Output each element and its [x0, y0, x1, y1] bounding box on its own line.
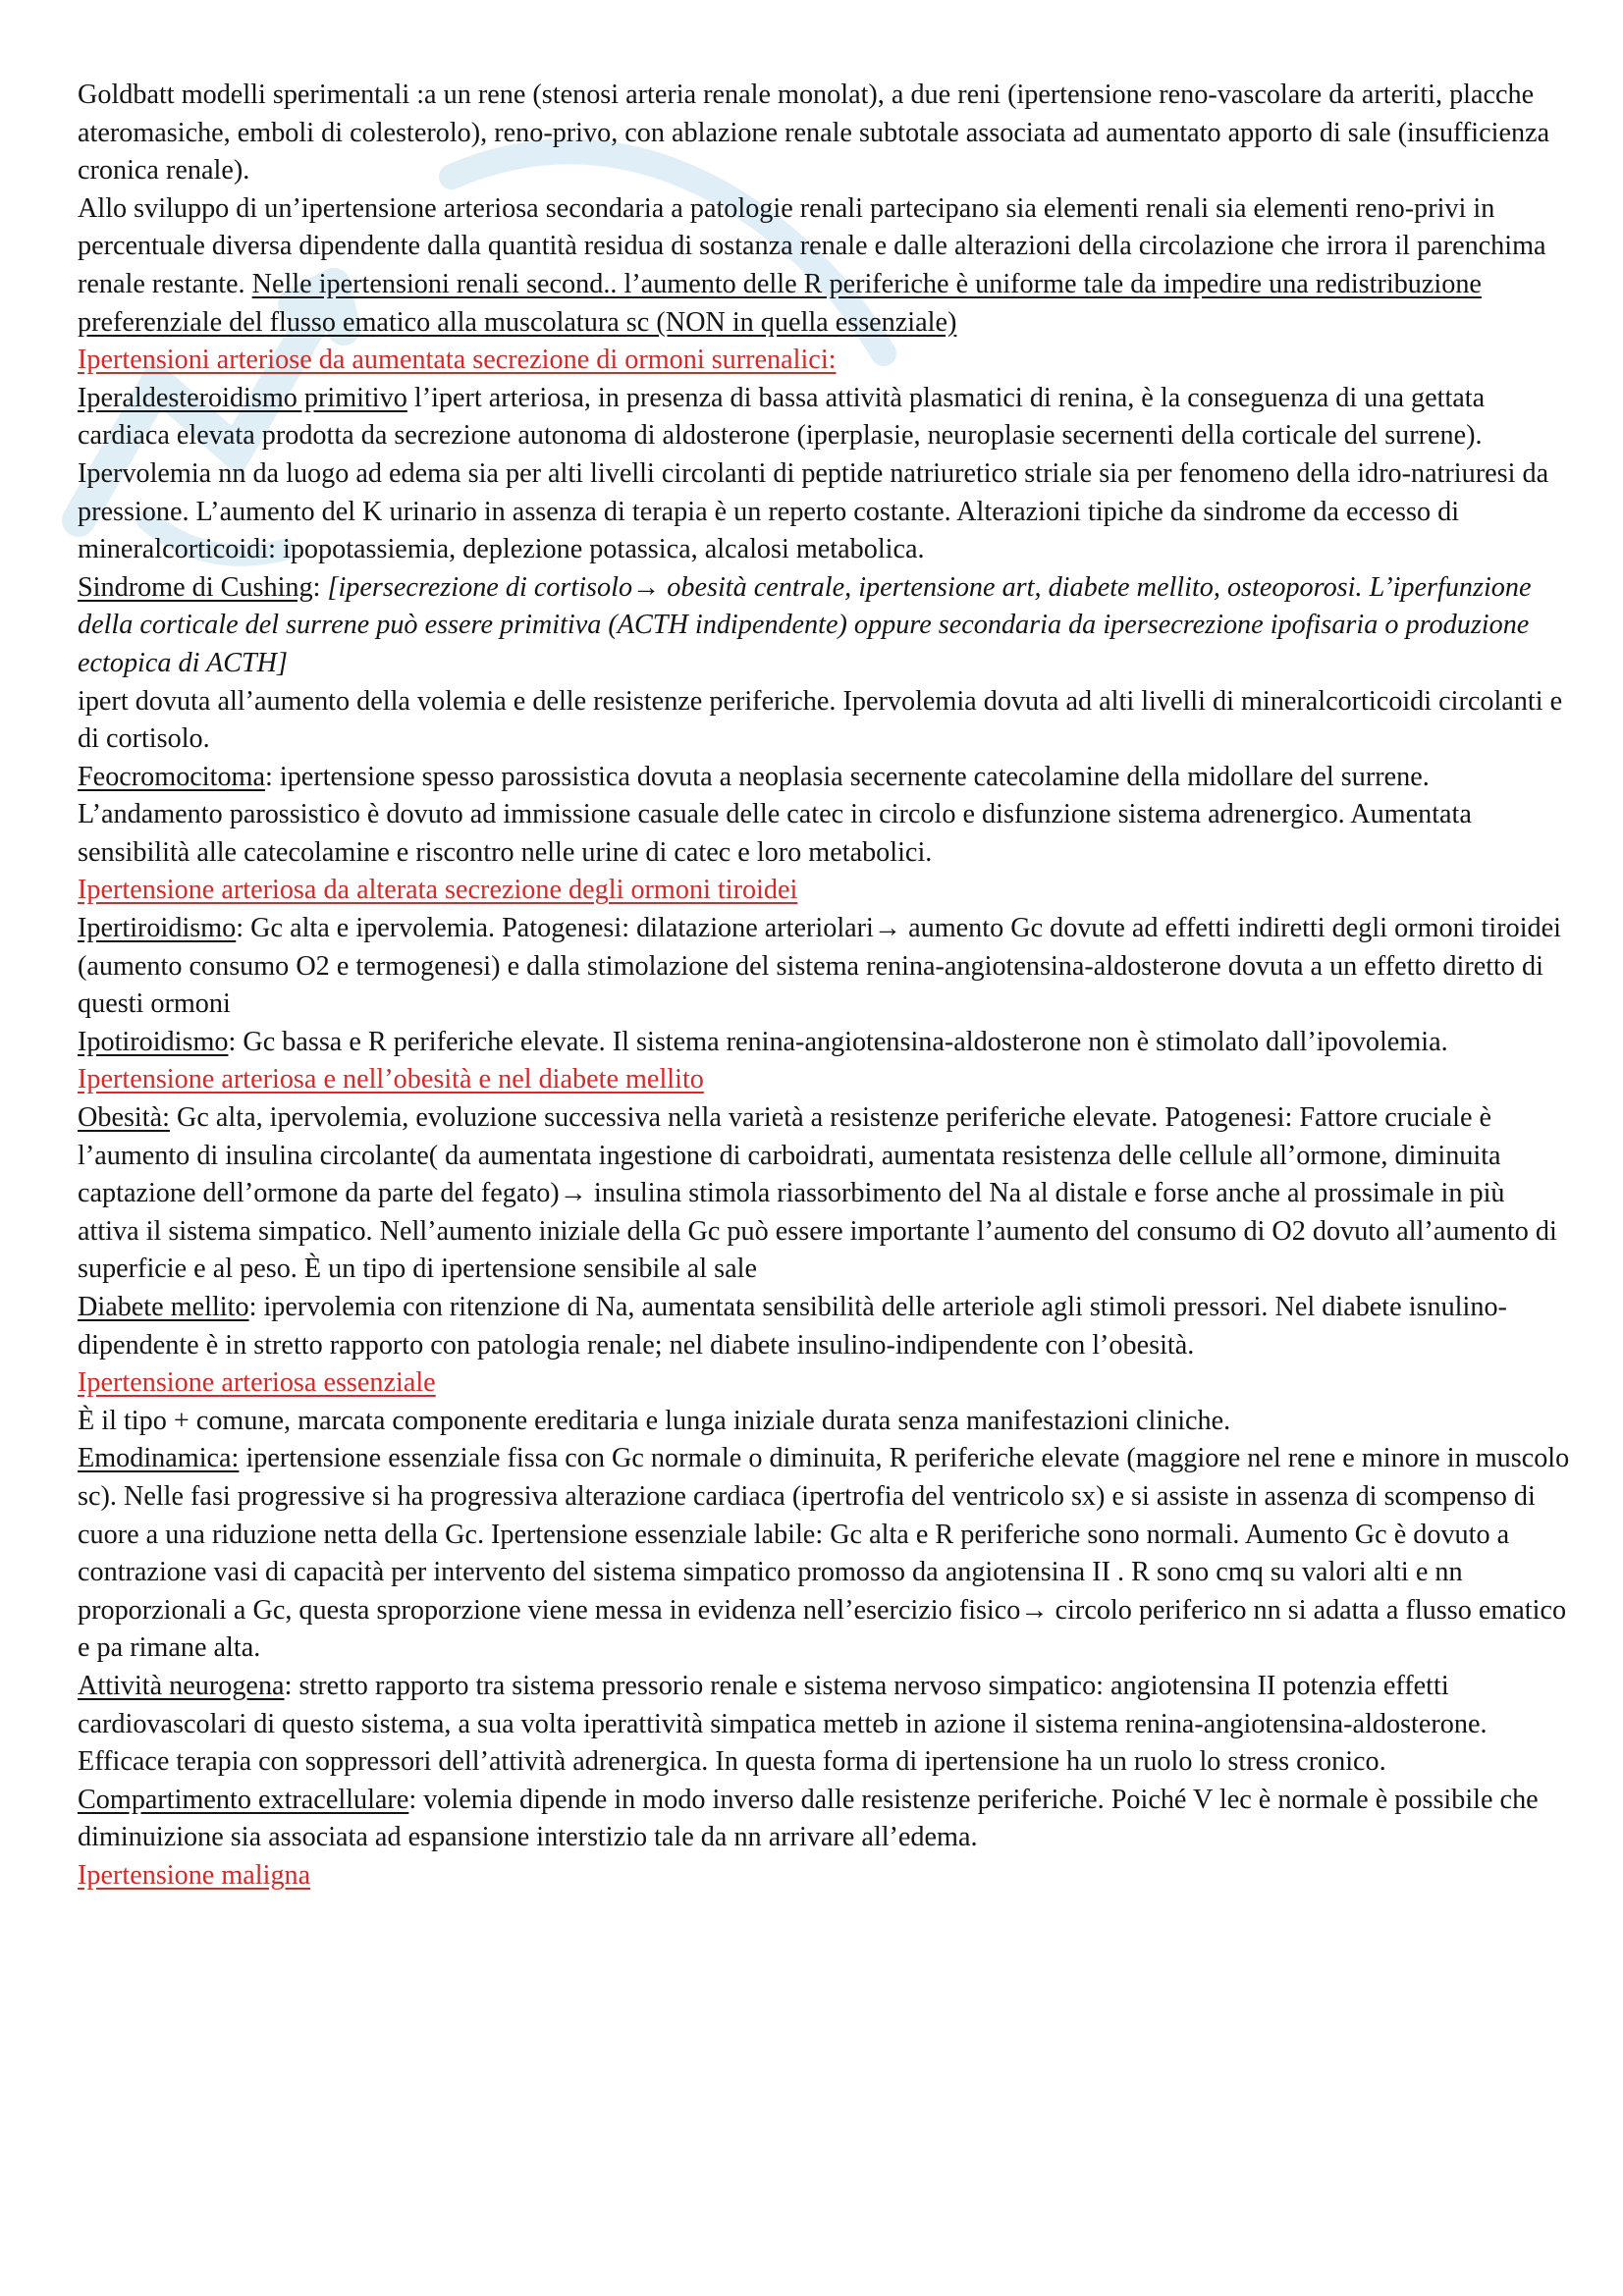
term-emodinamica: Emodinamica:	[78, 1443, 240, 1474]
heading-essenziale: Ipertensione arteriosa essenziale	[78, 1367, 436, 1399]
sviluppo-text: Allo sviluppo di un’ipertensione arteriosa secondaria a patologie renali partecipano sia elementi renali sia elementi reno-privi in percentuale diversa dipendente dalla quantità residua di sostanza renale e dalle alterazioni della circolazione che irrora il parenchima renale restante.	[78, 192, 1546, 299]
term-feocromocitoma: Feocromocitoma	[78, 761, 265, 792]
heading-tiroidei: Ipertensione arteriosa da alterata secrezione degli ormoni tiroidei	[78, 875, 798, 906]
ipertiroidismo-text-b: aumento Gc dovute ad effetti indiretti degli ormoni tiroidei (aumento consumo O2 e termogenesi) e dalla stimolazione del sistema renina-angiotensina-aldosterone dovuta a un effetto diretto di questi ormoni	[78, 913, 1561, 1020]
paragraph-sviluppo	[78, 190, 1570, 342]
term-obesita: Obesità:	[78, 1102, 170, 1134]
emodinamica-text-a: ipertensione essenziale fissa con Gc normale o diminuita, R periferiche elevate (maggiore nel rene e minore in muscolo sc). Nelle fasi progressive si ha progressiva alterazione cardiaca (ipertrofia del ventricolo sx) e si assiste in assenza di scompenso di cuore a una riduzione netta della Gc. Ipertensione essenziale labile: Gc alta e R periferiche sono normali. Aumento Gc è dovuto a contrazione vasi di capacità per intervento del sistema simpatico promosso da angiotensina II . R sono cmq su valori alti e nn proporzionali a Gc, questa sproporzione viene messa in evidenza nell’esercizio fisico	[78, 1443, 1570, 1626]
iperaldosteronismo-text: l’ipert arteriosa, in presenza di bassa attività plasmatici di renina, è la conseguenza di una gettata cardiaca elevata prodotta da secrezione autonoma di aldosterone (iperplasie, neuroplasie secernenti della corticale del surrene). Ipervolemia nn da luogo ad edema sia per alti livelli circolanti di peptide natriuretico striale sia per fenomeno della idro-natriuresi da pressione. L’aumento del K urinario in assenza di terapia è un reperto costante. Alterazioni tipiche da sindrome da eccesso di mineralcorticoidi: ipopotassiemia, deplezione potassica, alcalosi metabolica.	[78, 382, 1549, 565]
term-ipotiroidismo: Ipotiroidismo	[78, 1026, 229, 1057]
heading-maligna: Ipertensione maligna	[78, 1859, 311, 1891]
ipotiroidismo-text: : Gc bassa e R periferiche elevate. Il sistema renina-angiotensina-aldosterone non è stimolato dall’ipovolemia.	[228, 1026, 1448, 1057]
term-ipertiroidismo: Ipertiroidismo	[78, 913, 237, 944]
paragraph-ipertiroidismo	[78, 910, 1570, 1024]
cushing-italic-b: obesità centrale, ipertensione art, diabete mellito, osteoporosi. L’iperfunzione della corticale del surrene può essere primitiva (ACTH indipendente) oppure secondaria da ipersecrezione ipofisaria o produzione ectopica di ACTH]	[78, 571, 1532, 678]
paragraph-neurogena	[78, 1668, 1570, 1782]
paragraph-diabete	[78, 1289, 1570, 1364]
cushing-colon: :	[312, 571, 328, 603]
paragraph-ipotiroidismo	[78, 1024, 1570, 1062]
sviluppo-underlined-text: Nelle ipertensioni renali second.. l’aumento delle R periferiche è uniforme tale da impedire una redistribuzione preferenziale del flusso ematico alla muscolatura sc (NON in quella essenziale)	[78, 268, 1482, 338]
paragraph-feocromocitoma	[78, 759, 1570, 873]
arrow-icon: →	[1020, 1594, 1049, 1626]
paragraph-cushing-text: ipert dovuta all’aumento della volemia e delle resistenze periferiche. Ipervolemia dovuta ad alti livelli di mineralcorticoidi circolanti e di cortisolo.	[78, 685, 1563, 755]
heading-surrenalici: Ipertensioni arteriose da aumentata secrezione di ormoni surrenalici:	[78, 345, 837, 376]
obesita-text-b: insulina stimola riassorbimento del Na al distale e forse anche al prossimale in più attiva il sistema simpatico. Nell’aumento iniziale della Gc può essere importante l’aumento del consumo di O2 dovuto all’aumento di superficie e al peso. È un tipo di ipertensione sensibile al sale	[78, 1178, 1557, 1285]
term-neurogena: Attività neurogena	[78, 1670, 285, 1701]
compartimento-text: : volemia dipende in modo inverso dalle resistenze periferiche. Poiché V lec è normale è possibile che diminuizione sia associata ad espansione interstizio tale da nn arrivare all’edema.	[78, 1784, 1539, 1853]
paragraph-iperaldosteronismo	[78, 380, 1570, 569]
obesita-text-a: Gc alta, ipervolemia, evoluzione successiva nella varietà a resistenze periferiche elevate. Patogenesi: Fattore cruciale è l’aumento di insulina circolante( da aumentata ingestione di carboidrati, aumentata resistenza delle cellule all’ormone, diminuita captazione dell’ormone da parte del fegato)	[78, 1102, 1501, 1209]
paragraph-compartimento	[78, 1782, 1570, 1857]
paragraph-essenziale: È il tipo + comune, marcata componente ereditaria e lunga iniziale durata senza manifestazioni cliniche.	[78, 1405, 1231, 1436]
paragraph-cushing	[78, 569, 1570, 683]
term-cushing: Sindrome di Cushing	[78, 571, 313, 603]
paragraph-emodinamica	[78, 1440, 1570, 1668]
heading-obesita-diabete: Ipertensione arteriosa e nell’obesità e nel diabete mellito	[78, 1064, 704, 1095]
diabete-text: : ipervolemia con ritenzione di Na, aumentata sensibilità delle arteriole agli stimoli pressori. Nel diabete isnulino-dipendente è in stretto rapporto con patologia renale; nel diabete insulino-indipendente con l’obesità.	[78, 1292, 1507, 1361]
emodinamica-text-b: circolo periferico nn si adatta a flusso ematico e pa rimane alta.	[78, 1594, 1567, 1664]
term-iperaldosteronismo: Iperaldesteroidismo primitivo	[78, 382, 407, 413]
paragraph-goldblatt: Goldbatt modelli sperimentali :a un rene (stenosi arteria renale monolat), a due reni (ipertensione reno-vascolare da arteriti, placche ateromasiche, emboli di colesterolo), reno-privo, con ablazione renale subtotale associata ad aumentato apporto di sale (insufficienza cronica renale).	[78, 80, 1550, 187]
arrow-icon: →	[632, 571, 661, 603]
feocromocitoma-text: : ipertensione spesso parossistica dovuta a neoplasia secernente catecolamine della midollare del surrene. L’andamento parossistico è dovuto ad immissione casuale delle catec in circolo e disfunzione sistema adrenergico. Aumentata sensibilità alle catecolamine e riscontro nelle urine di catec e loro metabolici.	[78, 761, 1472, 868]
arrow-icon: →	[559, 1178, 587, 1209]
paragraph-obesita	[78, 1099, 1570, 1289]
term-compartimento: Compartimento extracellulare	[78, 1784, 409, 1815]
term-diabete: Diabete mellito	[78, 1292, 249, 1322]
neurogena-text: : stretto rapporto tra sistema pressorio renale e sistema nervoso simpatico: angiotensina II potenzia effetti cardiovascolari di questo sistema, a sua volta iperattività simpatica metteb in azione il sistema renina-angiotensina-aldosterone. Efficace terapia con soppressori dell’attività adrenergica. In questa forma di ipertensione ha un ruolo lo stress cronico.	[78, 1670, 1488, 1778]
document-body	[78, 77, 1570, 1896]
cushing-italic-a: [ipersecrezione di cortisolo	[327, 571, 633, 603]
ipertiroidismo-text-a: : Gc alta e ipervolemia. Patogenesi: dilatazione arteriolari	[236, 913, 874, 944]
arrow-icon: →	[873, 913, 902, 944]
